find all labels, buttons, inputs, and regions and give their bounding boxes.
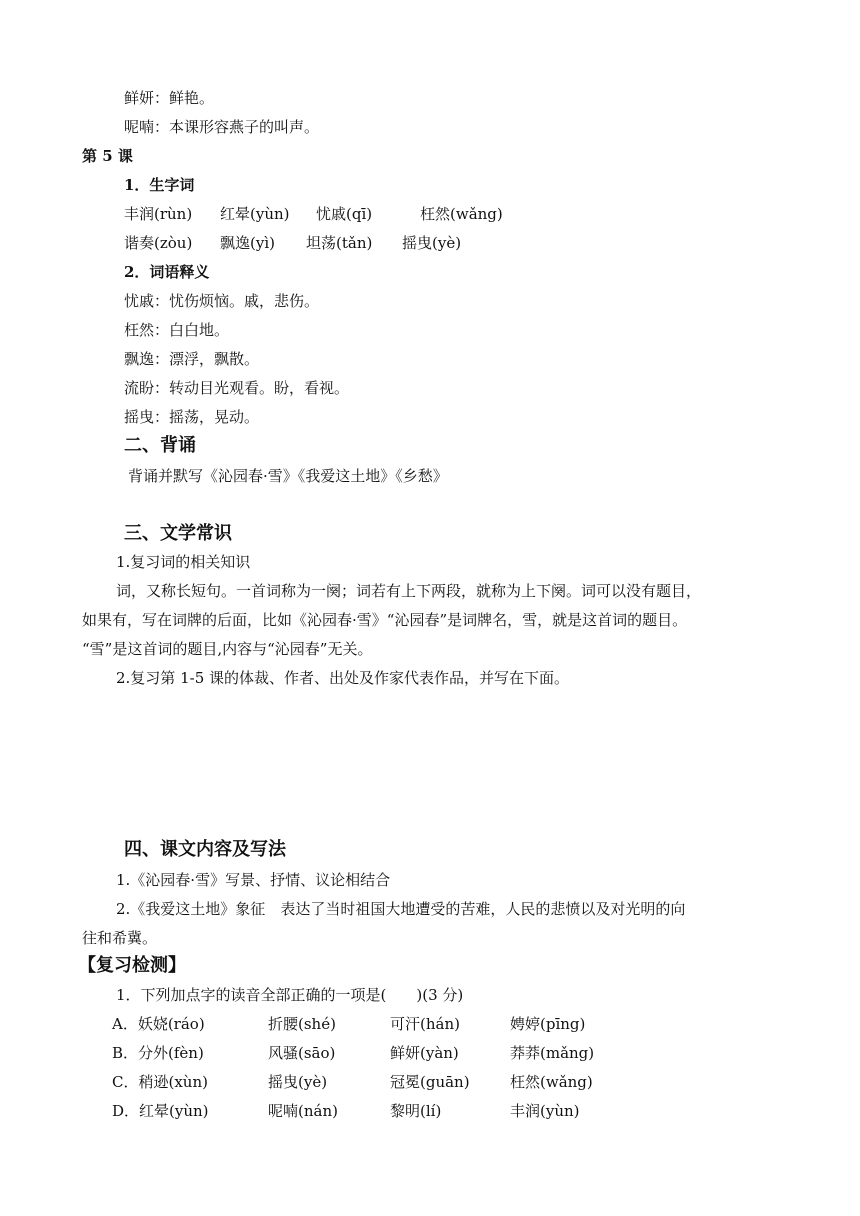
vocab-word: 坦荡(tǎn) [306,234,373,252]
section-heading-recite: 二、背诵 [124,435,196,456]
definitions-heading: 2．词语释义 [124,263,210,281]
review-question: 1．下列加点字的读音全部正确的一项是( )(3 分) [116,986,464,1004]
vocab-word: 谐奏(zòu) [124,234,193,252]
option-word: 莽莽(mǎng) [510,1044,595,1062]
option-word: 风骚(sāo) [268,1044,336,1062]
vocab-word: 忧戚(qī) [316,205,373,223]
definition-item: 流盼：转动目光观看。盼，看视。 [124,379,350,397]
option-word: 丰润(yùn) [510,1102,580,1120]
vocab-word: 丰润(rùn) [124,205,193,223]
option-word: A．妖娆(ráo) [112,1015,205,1033]
literature-paragraph-line: 如果有，写在词牌的后面，比如《沁园春·雪》“沁园春”是词牌名，雪，就是这首词的题目。 [82,611,688,629]
content-item-2-line: 2.《我爱这土地》象征 表达了当时祖国大地遭受的苦难，人民的悲愤以及对光明的向 [116,900,686,918]
option-word: C．稍逊(xùn) [112,1073,208,1091]
content-item-2-line: 往和希冀。 [82,929,158,947]
option-word: 折腰(shé) [268,1015,336,1033]
option-word: D．红晕(yùn) [112,1102,209,1120]
definition-item: 枉然：白白地。 [124,321,230,339]
literature-paragraph-line: 词，又称长短句。一首词称为一阕；词若有上下两段，就称为上下阕。词可以没有题目， [116,582,702,600]
recite-text: 背诵并默写《沁园春·雪》《我爱这土地》《乡愁》 [128,467,448,485]
vocab-word: 枉然(wǎng) [420,205,503,223]
option-word: 黎明(lí) [390,1102,442,1120]
option-word: 可汗(hán) [390,1015,460,1033]
literature-item-2: 2.复习第 1-5 课的体裁、作者、出处及作家代表作品，并写在下面。 [116,669,570,687]
definition-xianyan: 鲜妍：鲜艳。 [124,89,215,107]
option-word: 枉然(wǎng) [510,1073,593,1091]
content-item-1: 1.《沁园春·雪》写景、抒情、议论相结合 [116,871,391,889]
vocab-word: 红晕(yùn) [220,205,290,223]
definition-item: 摇曳：摇荡，晃动。 [124,408,260,426]
lesson-title: 第 5 课 [82,147,133,165]
section-heading-literature: 三、文学常识 [124,523,232,544]
literature-paragraph-line: “雪”是这首词的题目,内容与“沁园春”无关。 [82,640,373,658]
review-heading: 【复习检测】 [78,955,186,976]
literature-item-1: 1.复习词的相关知识 [116,553,251,571]
option-word: 呢喃(nán) [268,1102,338,1120]
option-word: 摇曳(yè) [268,1073,328,1091]
option-word: 鲜妍(yàn) [390,1044,459,1062]
vocab-word: 摇曳(yè) [402,234,462,252]
definition-item: 忧戚：忧伤烦恼。戚，悲伤。 [124,292,320,310]
definition-ninan: 呢喃：本课形容燕子的叫声。 [124,118,320,136]
option-word: 冠冕(guān) [390,1073,470,1091]
option-word: B．分外(fèn) [112,1044,204,1062]
vocab-heading: 1．生字词 [124,176,195,194]
definition-item: 飘逸：漂浮，飘散。 [124,350,260,368]
section-heading-content: 四、课文内容及写法 [124,839,286,860]
option-word: 娉婷(pīng) [510,1015,586,1033]
vocab-word: 飘逸(yì) [220,234,275,252]
